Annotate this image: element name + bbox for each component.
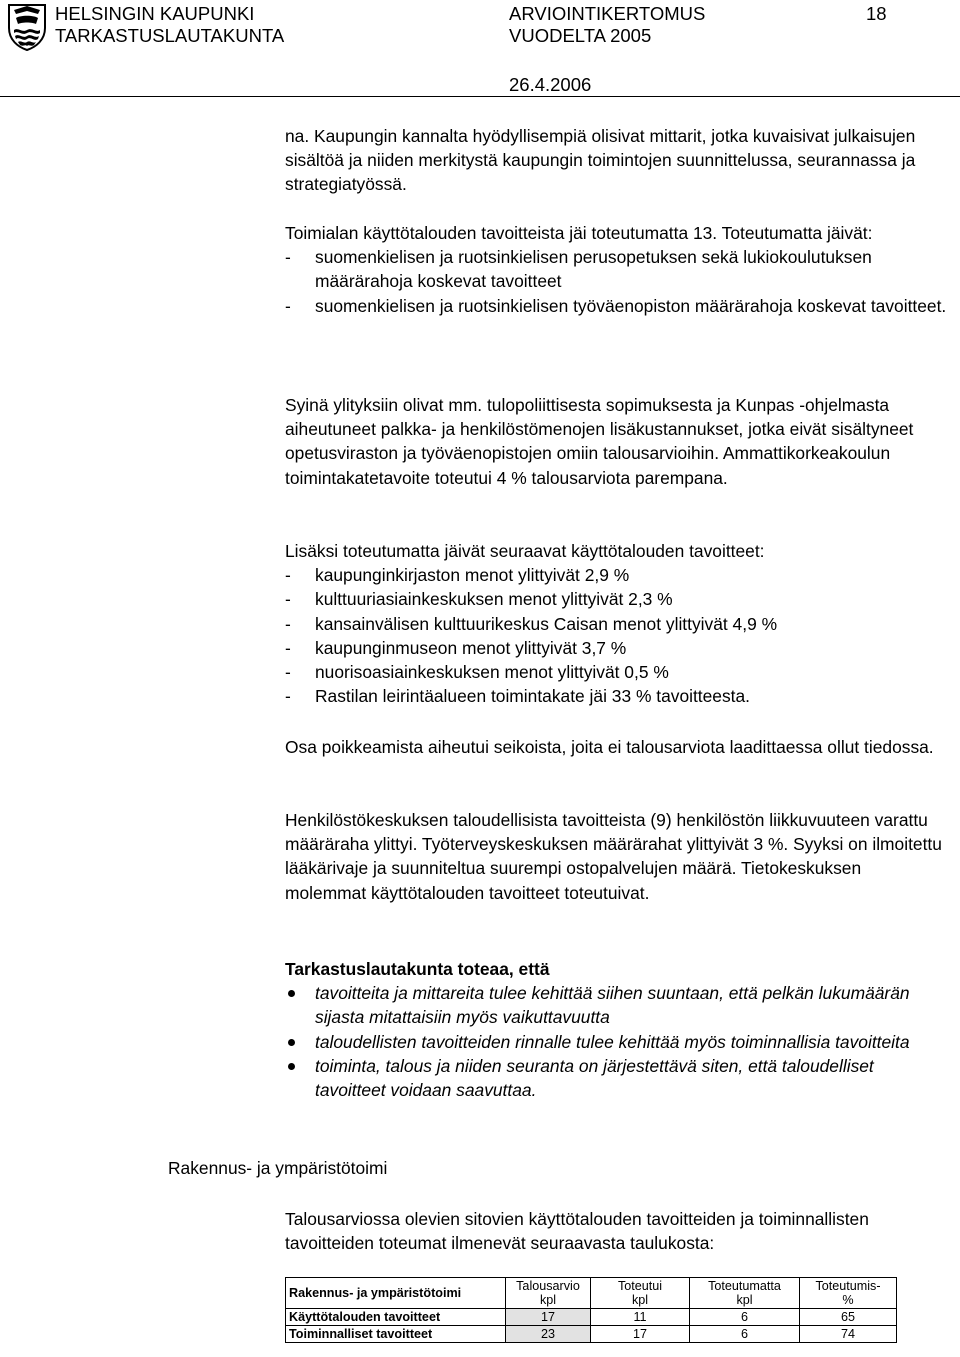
conclusion-heading: Tarkastuslautakunta toteaa, että	[285, 959, 550, 979]
list-item: - kulttuuriasiainkeskuksen menot ylittyivät 2,3 %	[285, 589, 673, 610]
list-item: - suomenkielisen ja ruotsinkielisen työväenopiston määrärahoja koskevat tavoitteet.	[285, 295, 947, 316]
unmet-goals-list	[285, 245, 947, 318]
table-cell: 17	[506, 1309, 591, 1326]
paragraph-7	[285, 1207, 947, 1255]
conclusion-list	[285, 981, 947, 1102]
table-row	[286, 1326, 897, 1343]
bullet-icon	[288, 1039, 295, 1046]
table-cell: 23	[506, 1326, 591, 1343]
org-unit: TARKASTUSLAUTAKUNTA	[55, 25, 285, 46]
table-cell: 6	[690, 1309, 800, 1326]
paragraph-2-text: Toimialan käyttötalouden tavoitteista jäi toteutumatta 13. Toteutumatta jäivät:	[285, 223, 873, 243]
side-heading: Rakennus- ja ympäristötoimi	[168, 1158, 388, 1178]
additional-unmet-list	[285, 563, 947, 708]
table-cell: 17	[591, 1326, 690, 1343]
org-name: HELSINGIN KAUPUNKI	[55, 3, 255, 24]
section-unmet-goals	[285, 221, 947, 318]
list-item: - nuorisoasiainkeskuksen menot ylittyivät 0,5 %	[285, 662, 669, 683]
paragraph-6-text: Henkilöstökeskuksen taloudellisista tavoitteista (9) henkilöstön liikkuvuuteen varattu määräraha ylittyi. Työterveyskeskuksen määrärahat ylittyivät 3 %. Syyksi on ilmoitettu lääkärivaje ja suunniteltua suurempi ostopalvelujen määrä. Tietokeskuksen molemmat käyttötalouden tavoitteet toteutuivat.	[285, 810, 942, 903]
conclusion-section	[285, 957, 947, 1102]
paragraph-1	[285, 124, 947, 197]
paragraph-5-text: Osa poikkeamista aiheutui seikoista, joita ei talousarviota laadittaessa ollut tiedossa.	[285, 737, 934, 757]
doc-date: 26.4.2006	[509, 74, 592, 95]
paragraph-7-text: Talousarviossa olevien sitovien käyttötalouden tavoitteiden ja toiminnallisten tavoitteiden toteumat ilmenevät seuraavasta taulukosta:	[285, 1209, 869, 1254]
table-cell: 65	[800, 1309, 897, 1326]
table-cell: 6	[690, 1326, 800, 1343]
list-item: taloudellisten tavoitteiden rinnalle tulee kehittää myös toiminnallisia tavoitteita	[285, 1030, 947, 1054]
header-rule	[0, 96, 960, 97]
table-cell: 74	[800, 1326, 897, 1343]
paragraph-1-text: na. Kaupungin kannalta hyödyllisempiä olisivat mittarit, jotka kuvaisivat julkaisujen sisältöä ja niiden merkitystä kaupungin toimintojen suunnittelussa, seurannassa ja strategiatyössä.	[285, 126, 916, 195]
table-corner: Rakennus- ja ympäristötoimi	[286, 1278, 506, 1309]
paragraph-3	[285, 393, 947, 490]
paragraph-6	[285, 808, 947, 905]
table-row-label: Toiminnalliset tavoitteet	[286, 1326, 506, 1343]
table-col-header: Toteutumatta kpl	[690, 1278, 800, 1309]
table-row	[286, 1309, 897, 1326]
helsinki-crest-icon	[6, 2, 48, 52]
table-cell: 11	[591, 1309, 690, 1326]
page-header	[0, 0, 960, 98]
doc-title: ARVIOINTIKERTOMUS	[509, 3, 706, 24]
section-additional-unmet	[285, 539, 947, 708]
table-col-header: Talousarvio kpl	[506, 1278, 591, 1309]
page-number: 18	[866, 3, 887, 24]
list-item: - suomenkielisen ja ruotsinkielisen perusopetuksen sekä lukiokoulutuksen määrärahoja koskevat tavoitteet	[285, 247, 872, 292]
list-item: tavoitteita ja mittareita tulee kehittää siihen suuntaan, että pelkän lukumäärän sijasta mitattaisiin myös vaikuttavuutta	[285, 981, 947, 1029]
list-item: - kansainvälisen kulttuurikeskus Caisan menot ylittyivät 4,9 %	[285, 613, 778, 634]
table-row-label: Käyttötalouden tavoitteet	[286, 1309, 506, 1326]
list-item: toiminta, talous ja niiden seuranta on järjestettävä siten, että taloudelliset tavoitteet voidaan saavuttaa.	[285, 1054, 947, 1102]
list-item: - Rastilan leirintäalueen toimintakate jäi 33 % tavoitteesta.	[285, 686, 751, 707]
bullet-icon	[288, 990, 295, 997]
table-header-row	[286, 1278, 897, 1309]
list-item: - kaupunginmuseon menot ylittyivät 3,7 %	[285, 637, 627, 658]
goals-table	[285, 1277, 897, 1343]
table-col-header: Toteutui kpl	[591, 1278, 690, 1309]
paragraph-3-text: Syinä ylityksiin olivat mm. tulopoliittisesta sopimuksesta ja Kunpas -ohjelmasta aiheutuneet palkka- ja henkilöstömenojen lisäkustannukset, jotka eivät sisältyneet opetusviraston ja työväenopistojen omiin talousarvioihin. Ammattikorkeakoulun toimintakatetavoite toteutui 4 % talousarviota parempana.	[285, 395, 914, 488]
list-item: - kaupunginkirjaston menot ylittyivät 2,9 %	[285, 565, 630, 586]
paragraph-5	[285, 735, 947, 759]
bullet-icon	[288, 1063, 295, 1070]
paragraph-4-text: Lisäksi toteutumatta jäivät seuraavat käyttötalouden tavoitteet:	[285, 541, 765, 561]
table-col-header: Toteutumis- %	[800, 1278, 897, 1309]
doc-year: VUODELTA 2005	[509, 25, 652, 46]
